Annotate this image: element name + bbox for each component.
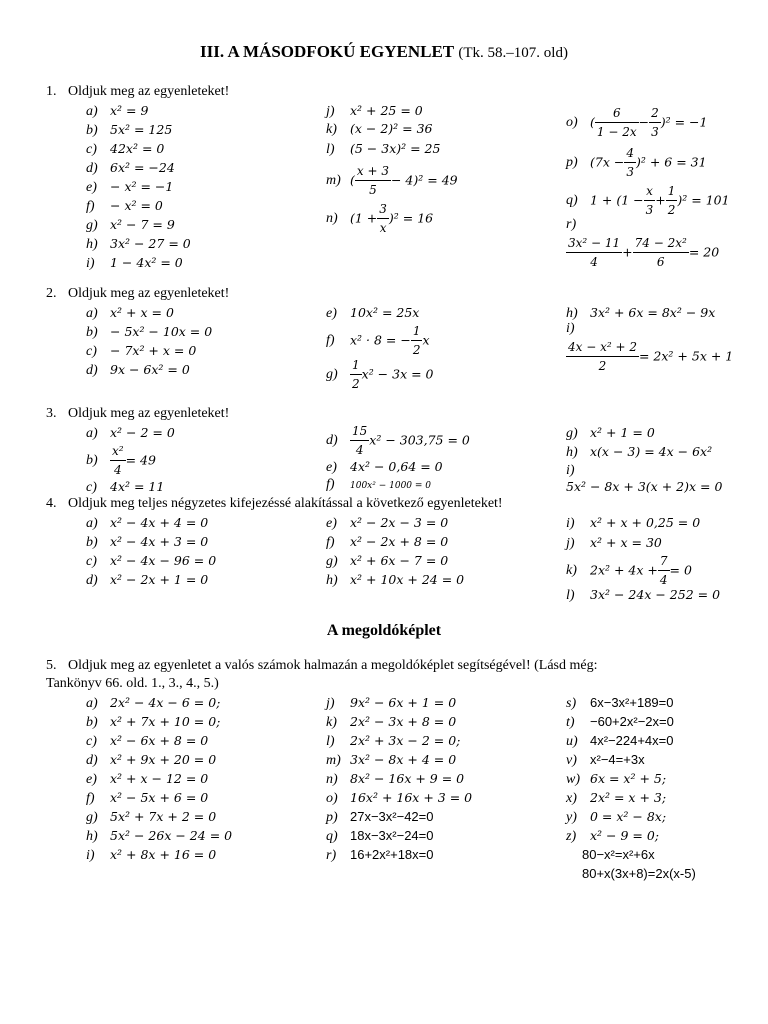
exercise-item: b) x² + 7x + 10 = 0; [86,714,221,730]
task-2-header: 2. Oldjuk meg az egyenleteket! [46,286,230,301]
task-5-header: 5. Oldjuk meg az egyenletet a valós számok halmazán a megoldóképlet segítségével! (Lásd még: [46,658,598,673]
exercise-item: e) x² − 2x − 3 = 0 [326,515,449,531]
exercise-item: q) 18x−3x²−24=0 [326,828,434,844]
task-1-header: 1. Oldjuk meg az egyenleteket! [46,84,230,99]
exercise-item: g) x² + 6x − 7 = 0 [326,553,449,569]
exercise-item: d) x² − 2x + 1 = 0 [86,572,209,588]
exercise-item-extra: 80+x(3x+8)=2x(x-5) [582,866,696,881]
exercise-item: k) 2x² − 3x + 8 = 0 [326,714,457,730]
exercise-item: e) 4x² − 0,64 = 0 [326,459,443,475]
section-heading: A megoldóképlet [326,622,442,639]
task-3-header: 3. Oldjuk meg az egyenleteket! [46,406,230,421]
exercise-item: $\frac{\text{3x² − 11}}{4}$ + $\frac{\text{74 − 2x²}}{6}$ = 20 [568,236,720,269]
exercise-item: j) x² + x = 30 [566,535,662,551]
exercise-item: h) 3x² + 6x = 8x² − 9x [566,305,716,321]
exercise-item: e) 10x² = 25x [326,305,420,321]
exercise-item: n) 8x² − 16x + 9 = 0 [326,771,465,787]
exercise-item: d) x² + 9x + 20 = 0 [86,752,217,768]
task-3-col-3 [566,424,712,480]
exercise-item: g) x² − 7 = 9 [86,217,175,233]
exercise-item: a) x² − 2 = 0 [86,425,175,441]
exercise-item: r) 16+2x²+18x=0 [326,847,434,863]
exercise-item: b) x² − 4x + 3 = 0 [86,534,209,550]
exercise-item: c) 4x² = 11 [86,479,165,495]
exercise-item: e) x² + x − 12 = 0 [86,771,209,787]
exercise-item: i) x² + x + 0,25 = 0 [566,515,701,531]
task-4-header: 4. Oldjuk meg teljes négyzetes kifejezéssé alakítással a következő egyenleteket! [46,496,503,511]
task-5-col-1 [86,694,232,865]
task-1-col-1 [86,102,191,273]
exercise-item: t) −60+2x²−2x=0 [566,714,674,730]
exercise-item: l) 3x² − 24x − 252 = 0 [566,587,721,603]
task-5-col-2 [326,694,472,865]
exercise-item: l) (5 − 3x)² = 25 [326,141,441,157]
exercise-item: c) x² − 6x + 8 = 0 [86,733,209,749]
exercise-item: p) 27x−3x²−42=0 [326,809,434,825]
exercise-item: a) x² = 9 [86,103,149,119]
task-2-col-1 [86,304,212,380]
exercise-item: s) 6x−3x²+189=0 [566,695,674,711]
exercise-item: c) x² − 4x − 96 = 0 [86,553,217,569]
exercise-item: m) 3x² − 8x + 4 = 0 [326,752,457,768]
exercise-item: o) 16x² + 16x + 3 = 0 [326,790,473,806]
exercise-item: p) (7x − $\frac{4}{3}$ )² + 6 = 31 [566,146,707,179]
exercise-item: l) 2x² + 3x − 2 = 0; [326,733,461,749]
exercise-item: q) 1 + (1 − $\frac{x}{3}$ + $\frac{1}{2}$ )² = 101 [566,184,730,217]
exercise-item: a) x² + x = 0 [86,305,174,321]
exercise-item: f) − x² = 0 [86,198,163,214]
exercise-item: h) 3x² − 27 = 0 [86,236,191,252]
exercise-label: i) [566,463,575,478]
exercise-item: f) x² · 8 = − $\frac{1}{2}$ x [326,324,430,357]
exercise-item: z) x² − 9 = 0; [566,828,660,844]
task-4-col-1 [86,514,216,590]
exercise-item: f) x² − 5x + 6 = 0 [86,790,209,806]
exercise-item: i) 1 − 4x² = 0 [86,255,183,271]
exercise-item: 5x² − 8x + 3(x + 2)x = 0 [566,479,723,494]
exercise-item: n) (1 + $\frac{3}{x}$ )² = 16 [326,202,434,235]
exercise-label: r) [566,217,577,232]
exercise-item: g) 5x² + 7x + 2 = 0 [86,809,217,825]
exercise-item: j) 9x² − 6x + 1 = 0 [326,695,457,711]
page-title: III. A MÁSODFOKÚ EGYENLET (Tk. 58.–107. old) [200,42,568,61]
exercise-item: g) x² + 1 = 0 [566,425,655,441]
exercise-item: d) $\frac{15}{4}$ x² − 303,75 = 0 [326,424,470,457]
exercise-item: y) 0 = x² − 8x; [566,809,667,825]
task-5-header-cont: Tankönyv 66. old. 1., 3., 4., 5.) [46,676,219,691]
exercise-item: k) 2x² + 4x + $\frac{7}{4}$ = 0 [566,554,692,587]
exercise-item: a) 2x² − 4x − 6 = 0; [86,695,221,711]
exercise-item: f) 100x² − 1000 = 0 [326,477,432,492]
exercise-item: x) 2x² = x + 3; [566,790,667,806]
exercise-item: o) ( $\frac{6}{1 - 2x}$ − $\frac{2}{3}$ )² = −1 [566,106,708,139]
exercise-item: w) 6x = x² + 5; [566,771,667,787]
exercise-item: b) 5x² = 125 [86,122,173,138]
exercise-item: c) − 7x² + x = 0 [86,343,197,359]
task-4-col-2 [326,514,464,590]
exercise-item: f) x² − 2x + 8 = 0 [326,534,449,550]
exercise-item: c) 42x² = 0 [86,141,165,157]
exercise-item: $\frac{\text{4x − x² + 2}}{2}$ = 2x² + 5x + 1 [568,340,734,373]
exercise-item: d) 6x² = −24 [86,160,175,176]
exercise-item: e) − x² = −1 [86,179,174,195]
task-5-col-3 [566,694,696,884]
exercise-item: a) x² − 4x + 4 = 0 [86,515,209,531]
exercise-item: v) x²−4=+3x [566,752,645,768]
exercise-item: b) $\frac{\text{x²}}{4}$ = 49 [86,444,156,477]
exercise-item: k) (x − 2)² = 36 [326,121,433,137]
exercise-item: g) $\frac{1}{2}$ x² − 3x = 0 [326,358,434,391]
exercise-item: b) − 5x² − 10x = 0 [86,324,213,340]
exercise-item: h) 5x² − 26x − 24 = 0 [86,828,233,844]
exercise-item: m) ( $\frac{x + 3}{5}$ − 4)² = 49 [326,164,458,197]
exercise-item: d) 9x − 6x² = 0 [86,362,190,378]
exercise-item: i) x² + 8x + 16 = 0 [86,847,217,863]
exercise-item: u) 4x²−224+4x=0 [566,733,674,749]
exercise-item: j) x² + 25 = 0 [326,103,423,119]
exercise-item: h) x² + 10x + 24 = 0 [326,572,465,588]
exercise-item: h) x(x − 3) = 4x − 6x² [566,444,713,460]
exercise-label: i) [566,321,575,336]
exercise-item-extra: 80−x²=x²+6x [582,847,655,862]
